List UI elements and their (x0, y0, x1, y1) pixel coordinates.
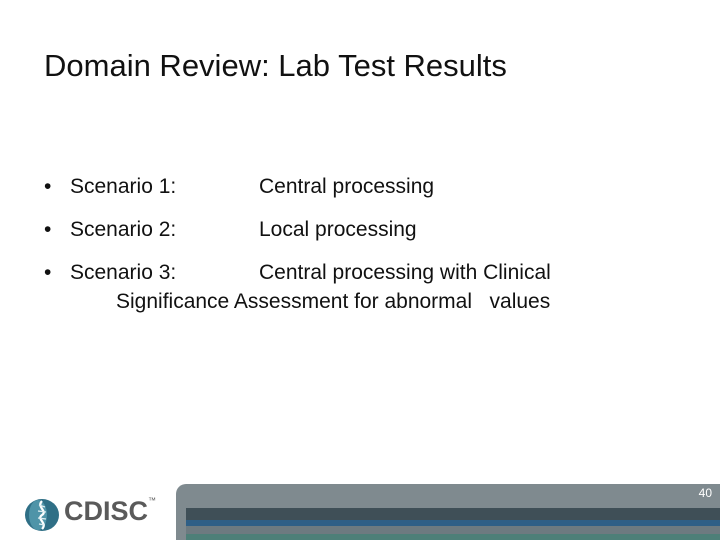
footer-stripe-green (186, 534, 720, 540)
bullet-description: Local processing (259, 218, 417, 241)
cdisc-helix-icon (24, 498, 60, 532)
page-number: 40 (698, 486, 712, 500)
logo-wordmark: CDISC™ (64, 496, 157, 526)
bullet-label: Scenario 2: (70, 218, 177, 241)
bullet-continuation: Significance Assessment for abnormal values (116, 290, 551, 313)
bullet-description: Central processing (259, 175, 435, 198)
slide-title: Domain Review: Lab Test Results (44, 48, 507, 83)
bullet-list (44, 172, 684, 330)
bullet-label: Scenario 1: (70, 175, 177, 198)
bullet-label: Scenario 3: (70, 261, 177, 284)
bullet-description: Central processing with Clinical (259, 261, 551, 284)
footer-stripe-dark (186, 508, 720, 520)
bullet-marker: • (44, 261, 52, 284)
bullet-item-scenario-3 (44, 258, 684, 316)
footer-stripe-mid (186, 526, 720, 534)
cdisc-logo (0, 484, 180, 540)
bullet-marker: • (44, 218, 52, 241)
bullet-marker: • (44, 175, 52, 198)
bullet-item-scenario-1 (44, 172, 684, 201)
bullet-item-scenario-2 (44, 215, 684, 244)
slide-footer (0, 484, 720, 540)
